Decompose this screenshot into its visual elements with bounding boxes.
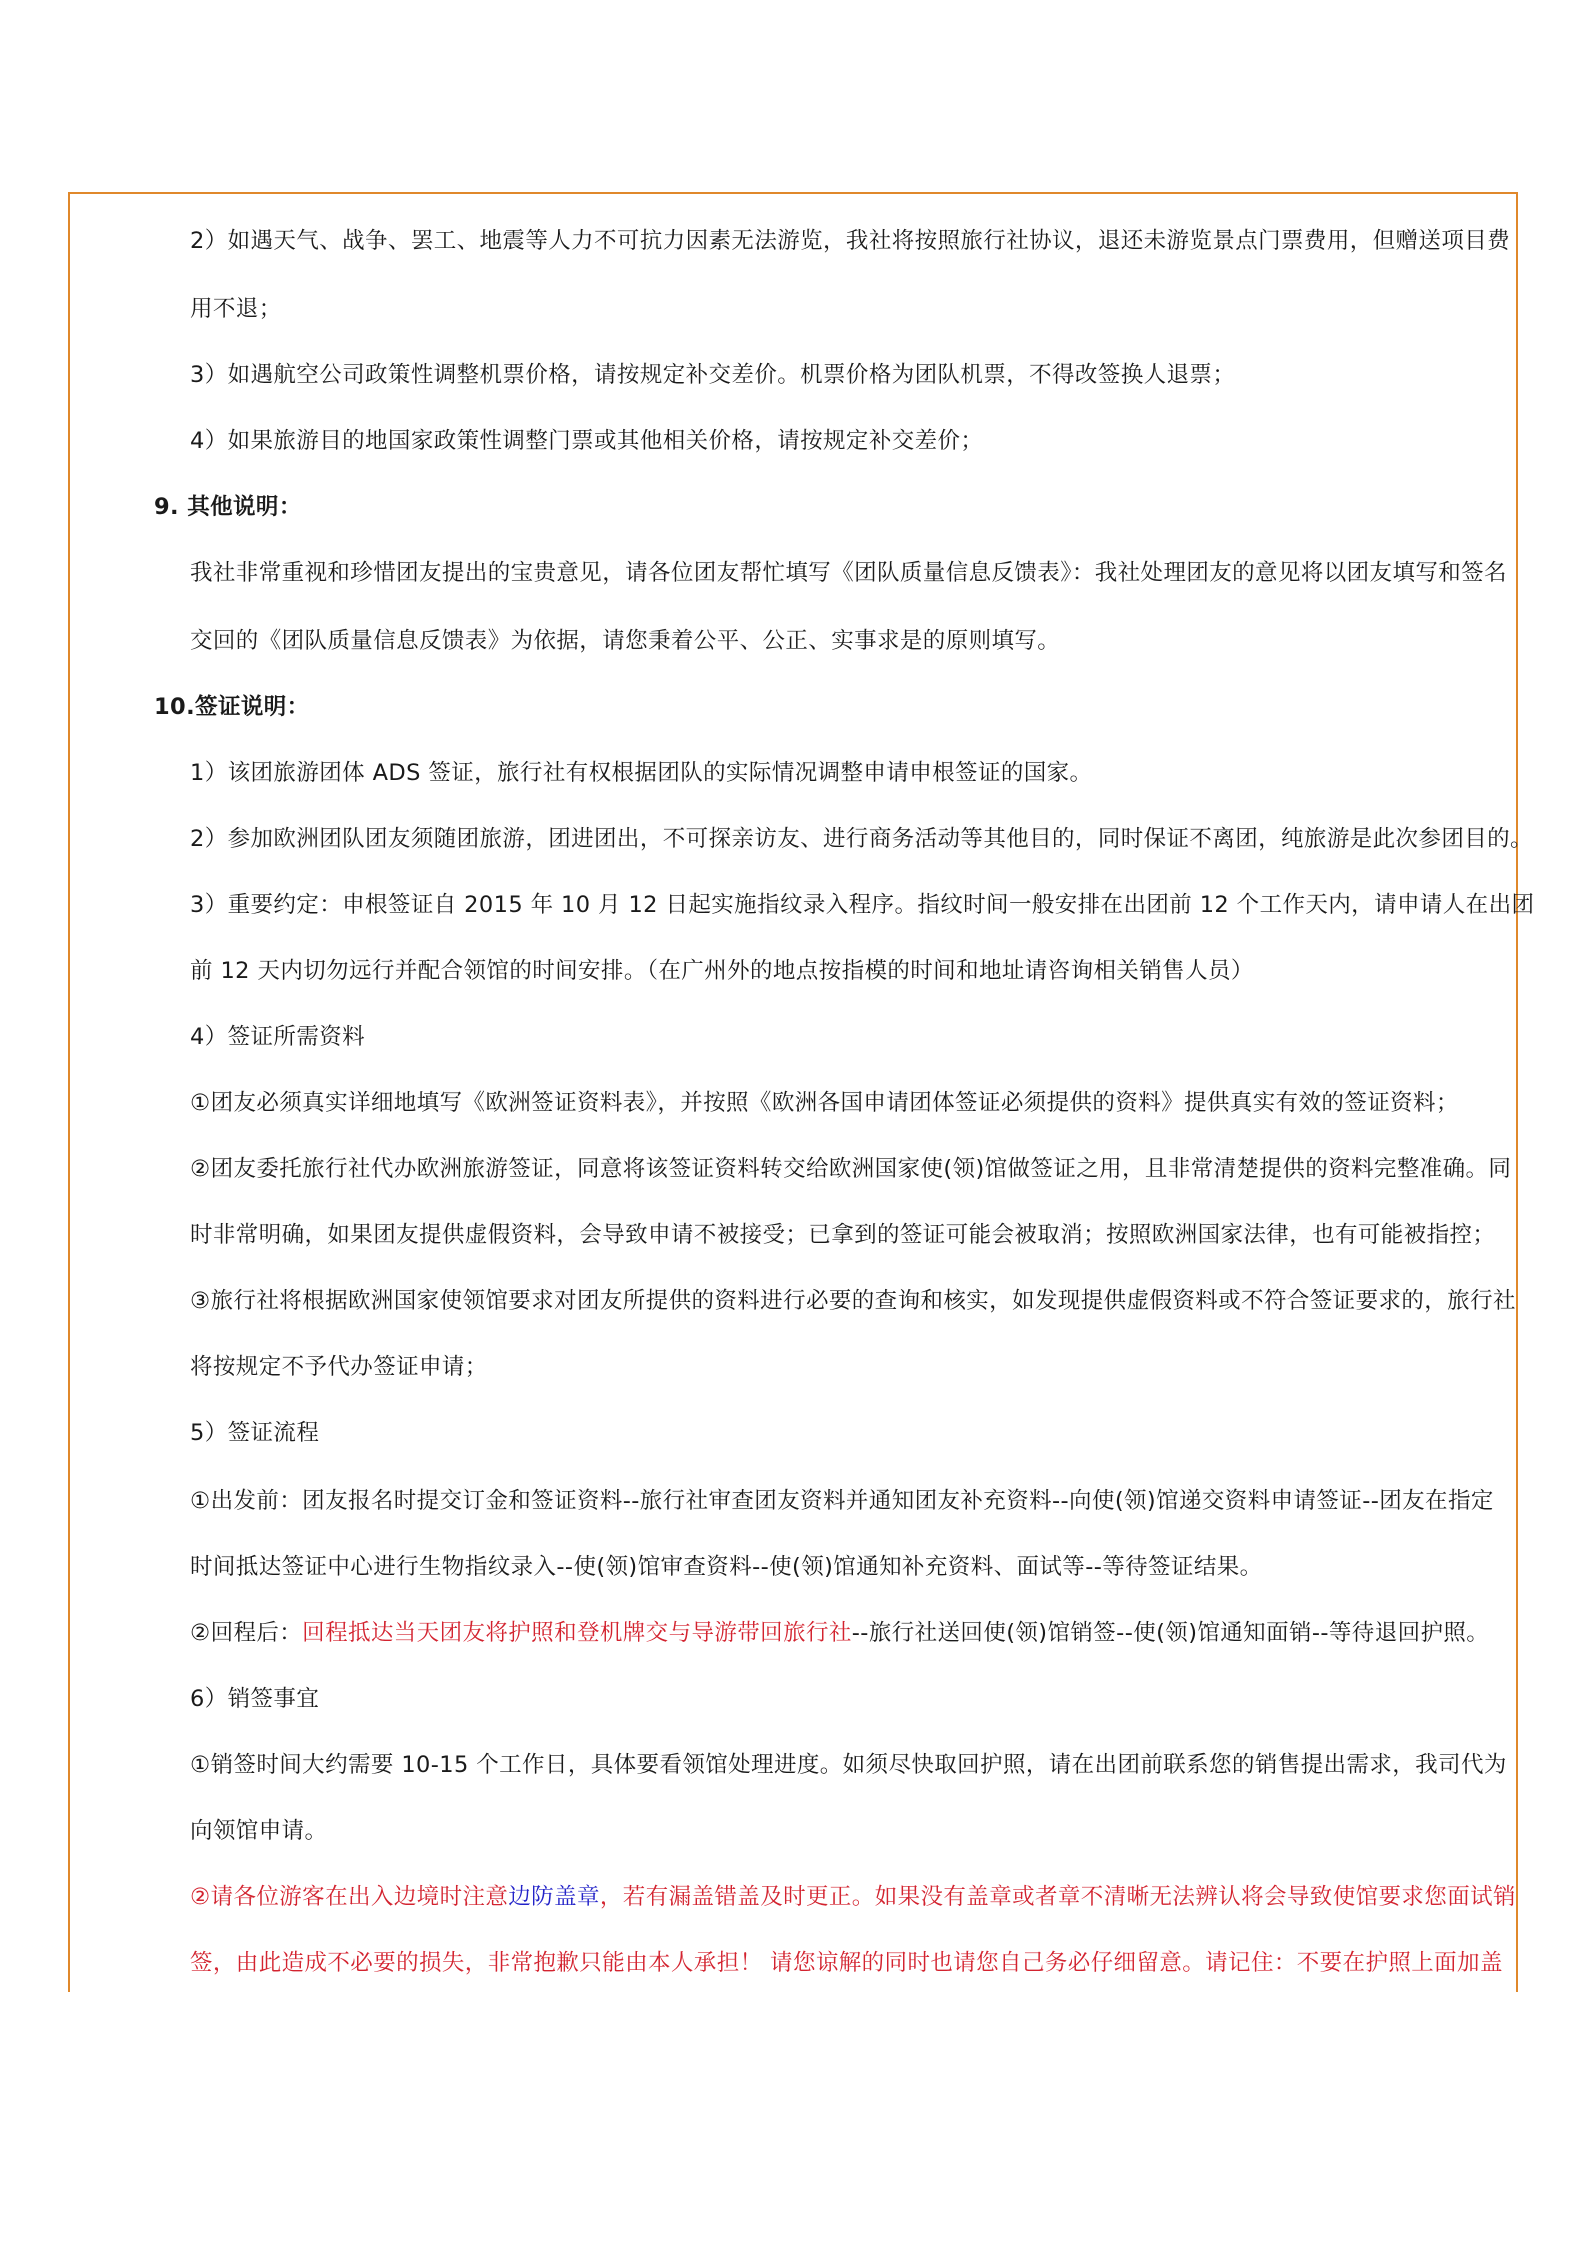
s8-item-3: 3）如遇航空公司政策性调整机票价格，请按规定补交差价。机票价格为团队机票，不得改签换人退票； <box>190 362 1236 388</box>
s10-item-5: 5）签证流程 <box>190 1420 320 1446</box>
s10-item-6-2-blue: 边防盖章 <box>508 1884 600 1910</box>
s10-item-6-2-red2: ，若有漏盖错盖及时更正。如果没有盖章或者章不清晰无法辨认将会导致使馆要求您面试销 <box>599 1884 1516 1910</box>
s10-item-5-2 <box>190 1616 1489 1650</box>
section10-heading: 10.签证说明： <box>154 694 310 720</box>
s10-item-6-2a <box>190 1880 1516 1914</box>
content-frame <box>68 192 1535 1992</box>
s10-item-4-3a: ③旅行社将根据欧洲国家使领馆要求对团友所提供的资料进行必要的查询和核实，如发现提供虚假资料或不符合签证要求的，旅行社 <box>190 1288 1516 1314</box>
s8-item-2b: 用不退； <box>190 296 282 322</box>
s10-item-3a: 3）重要约定：申根签证自 2015 年 10 月 12 日起实施指纹录入程序。指纹时间一般安排在出团前 12 个工作天内，请申请人在出团 <box>190 892 1535 918</box>
s10-item-3b: 前 12 天内切勿远行并配合领馆的时间安排。（在广州外的地点按指模的时间和地址请咨询相关销售人员） <box>190 958 1254 984</box>
s10-item-2: 2）参加欧洲团队团友须随团旅游，团进团出，不可探亲访友、进行商务活动等其他目的，同时保证不离团，纯旅游是此次参团目的。 <box>190 826 1533 852</box>
s10-item-6: 6）销签事宜 <box>190 1686 320 1712</box>
s10-item-5-1b: 时间抵达签证中心进行生物指纹录入--使(领)馆审查资料--使(领)馆通知补充资料、面试等--等待签证结果。 <box>190 1554 1263 1580</box>
s9-para-b: 交回的《团队质量信息反馈表》为依据，请您秉着公平、公正、实事求是的原则填写。 <box>190 628 1061 654</box>
s10-item-4-3b: 将按规定不予代办签证申请； <box>190 1354 488 1380</box>
s10-item-4-2b: 时非常明确，如果团友提供虚假资料，会导致申请不被接受；已拿到的签证可能会被取消；按照欧洲国家法律，也有可能被指控； <box>190 1222 1496 1248</box>
s10-item-6-2b: 签，由此造成不必要的损失，非常抱歉只能由本人承担！ 请您谅解的同时也请您自己务必仔细留意。请记住：不要在护照上面加盖 <box>190 1950 1503 1976</box>
s10-item-5-2-highlight: 回程抵达当天团友将护照和登机牌交与导游带回旅行社 <box>302 1620 852 1646</box>
s10-item-4-1: ①团友必须真实详细地填写《欧洲签证资料表》，并按照《欧洲各国申请团体签证必须提供的资料》提供真实有效的签证资料； <box>190 1090 1459 1116</box>
s10-item-4: 4）签证所需资料 <box>190 1024 366 1050</box>
s10-item-5-1a: ①出发前：团友报名时提交订金和签证资料--旅行社审查团友资料并通知团友补充资料--向使(领)馆递交资料申请签证--团友在指定 <box>190 1488 1494 1514</box>
s10-item-4-2a: ②团友委托旅行社代办欧洲旅游签证，同意将该签证资料转交给欧洲国家使(领)馆做签证之用，且非常清楚提供的资料完整准确。同 <box>190 1156 1512 1182</box>
s10-item-1: 1）该团旅游团体 ADS 签证，旅行社有权根据团队的实际情况调整申请申根签证的国家。 <box>190 760 1093 786</box>
s10-item-6-2-red1: ②请各位游客在出入边境时注意 <box>190 1884 509 1910</box>
s9-para-a: 我社非常重视和珍惜团友提出的宝贵意见，请各位团友帮忙填写《团队质量信息反馈表》：我社处理团友的意见将以团友填写和签名 <box>190 560 1507 586</box>
s10-item-5-2-rest: --旅行社送回使(领)馆销签--使(领)馆通知面销--等待退回护照。 <box>851 1620 1490 1646</box>
s10-item-6-1b: 向领馆申请。 <box>190 1818 328 1844</box>
s8-item-2a: 2）如遇天气、战争、罢工、地震等人力不可抗力因素无法游览，我社将按照旅行社协议，退还未游览景点门票费用，但赠送项目费 <box>190 228 1511 254</box>
section9-heading: 9. 其他说明： <box>154 494 302 520</box>
s10-item-5-2-prefix: ②回程后： <box>190 1620 303 1646</box>
s10-item-6-1a: ①销签时间大约需要 10-15 个工作日，具体要看领馆处理进度。如须尽快取回护照，请在出团前联系您的销售提出需求，我司代为 <box>190 1752 1507 1778</box>
s8-item-4: 4）如果旅游目的地国家政策性调整门票或其他相关价格，请按规定补交差价； <box>190 428 984 454</box>
